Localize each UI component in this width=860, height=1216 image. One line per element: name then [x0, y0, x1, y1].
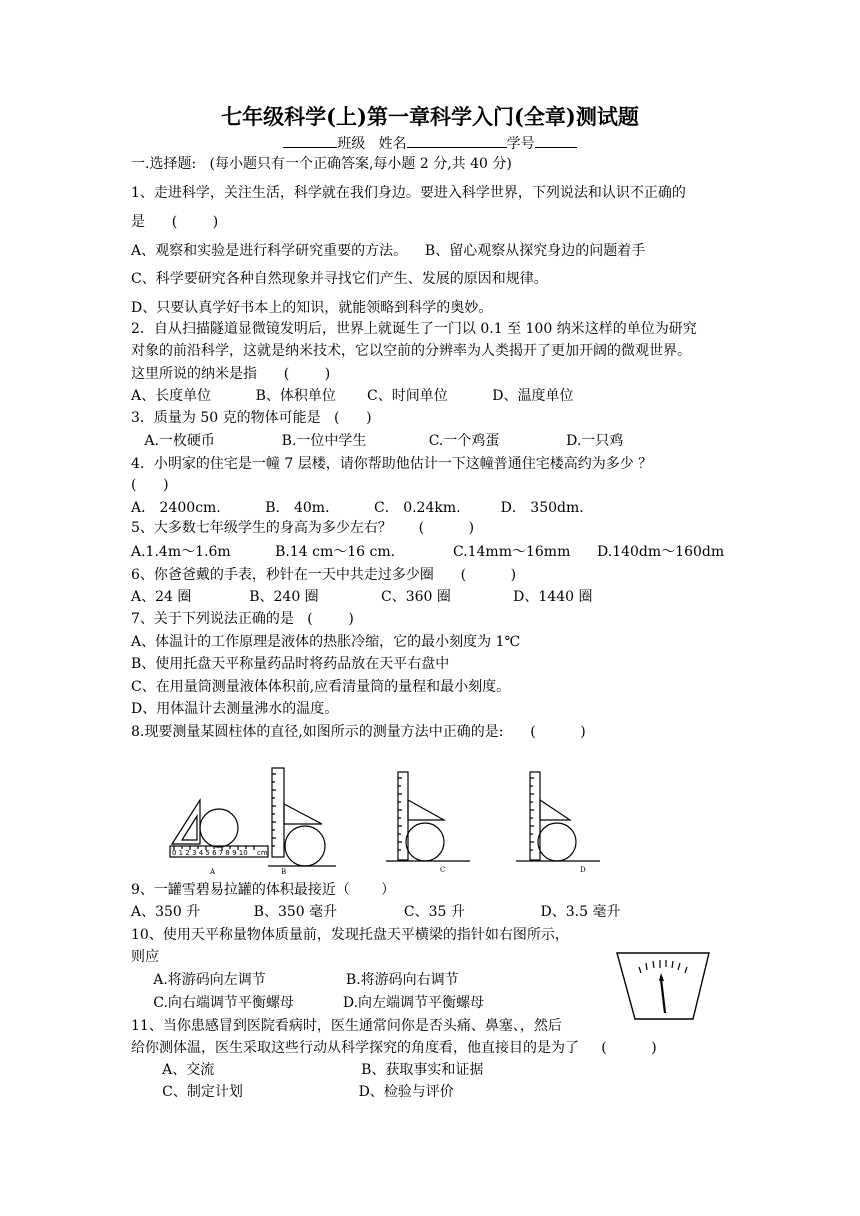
diagram-b — [268, 768, 336, 866]
question-8-stem: 8.现要测量某圆柱体的直径,如图所示的测量方法中正确的是: ( ) — [131, 724, 586, 740]
question-1-stem-cont: 是 ( ) — [131, 214, 219, 230]
question-10-stem: 10、使用天平称量物体质量前，发现托盘天平横梁的指针如右图所示， — [131, 927, 569, 943]
number-blank[interactable] — [535, 133, 577, 148]
fig-label-b: B — [281, 868, 287, 876]
question-1-option-c: C、科学要研究各种自然现象并寻找它们产生、发展的原因和规律。 — [131, 271, 548, 287]
question-11-stem: 11、当你患感冒到医院看病时，医生通常问你是否头痛、鼻塞、，然后 — [131, 1018, 562, 1034]
class-label: 班级 — [337, 136, 366, 152]
question-10-stem-cont: 则应 — [131, 949, 159, 965]
question-6-stem: 6、你爸爸戴的手表，秒针在一天中共走过多少圈 ( ) — [131, 567, 517, 583]
question-5-stem: 5、大多数七年级学生的身高为多少左右？ ( ) — [131, 520, 475, 536]
measurement-diagrams — [160, 760, 630, 880]
balance-pointer-figure — [613, 935, 713, 1025]
student-info — [0, 133, 860, 153]
question-2-options: A、长度单位 B、体积单位 C、时间单位 D、温度单位 — [131, 388, 574, 404]
question-5-options: A.1.4m～1.6m B.14 cm～16 cm. C.14mm～16mm D.140dm～160dm — [131, 544, 725, 560]
fig-label-c: C — [440, 866, 446, 874]
question-6-options: A、24 圈 B、240 圈 C、360 圈 D、1440 圈 — [131, 589, 593, 605]
ruler-digits-a: 0 1 2 3 4 5 6 7 8 9 10 — [172, 849, 248, 857]
question-4-stem: 4．小明家的住宅是一幢 7 层楼，请你帮助他估计一下这幢普通住宅楼高约为多少 ？ — [131, 456, 653, 472]
question-9-options: A、350 升 B、350 毫升 C、35 升 D、3.5 毫升 — [131, 904, 621, 920]
question-4-options: A． 2400cm. B． 40m. C． 0.24km. D． 350dm. — [131, 500, 584, 516]
question-11-options-cd: C、制定计划 D、检验与评价 — [131, 1084, 454, 1100]
diagram-c — [386, 772, 470, 861]
question-9-stem: 9、一罐雪碧易拉罐的体积最接近（ ） — [131, 882, 396, 898]
question-2-stem-cont: 对象的前沿科学，这就是纳米技术，它以空前的分辨率为人类揭开了更加开阔的微观世界。 — [131, 343, 691, 359]
question-1-option-d: D、只要认真学好书本上的知识，就能领略到科学的奥妙。 — [131, 300, 493, 316]
name-label: 姓名 — [378, 136, 407, 152]
section-heading: 一.选择题: (每小题只有一个正确答案,每小题 2 分,共 40 分) — [131, 156, 512, 172]
question-11-options-ab: A、交流 B、获取事实和证据 — [131, 1062, 484, 1078]
fig-label-a: A — [210, 868, 216, 876]
question-10-options-ab: A.将游码向左调节 B.将游码向右调节 — [131, 972, 459, 988]
diagram-d — [516, 772, 600, 861]
question-1-option-ab: A、观察和实验是进行科学研究重要的方法。 B、留心观察从探究身边的问题着手 — [131, 243, 646, 259]
question-7-option-b: B、使用托盘天平称量药品时将药品放在天平右盘中 — [131, 656, 450, 672]
question-2-stem-cont2: 这里所说的纳米是指 ( ) — [131, 366, 331, 382]
fig-label-d: D — [580, 866, 586, 874]
ruler-unit-a: cm — [257, 849, 268, 857]
class-blank[interactable] — [283, 133, 337, 148]
question-4-stem-cont: ( ) — [131, 477, 169, 493]
question-7-stem: 7、关于下列说法正确的是 ( ) — [131, 611, 354, 627]
question-3-options: A.一枚硬币 B.一位中学生 C.一个鸡蛋 D.一只鸡 — [131, 433, 624, 449]
question-7-option-c: C、在用量筒测量液体体积前,应看清量筒的量程和最小刻度。 — [131, 679, 511, 695]
name-blank[interactable] — [407, 133, 507, 148]
question-7-option-a: A、体温计的工作原理是液体的热胀冷缩，它的最小刻度为 1℃ — [131, 634, 521, 650]
page-title: 七年级科学(上)第一章科学入门(全章)测试题 — [221, 104, 639, 129]
question-3-stem: 3．质量为 50 克的物体可能是 ( ) — [131, 410, 372, 426]
number-label: 学号 — [506, 136, 535, 152]
balance-dial — [613, 935, 713, 1025]
question-2-stem: 2．自从扫描隧道显微镜发明后，世界上就诞生了一门以 0.1 至 100 纳米这样的单位为研究 — [131, 321, 697, 337]
question-8-figure — [160, 760, 630, 880]
question-7-option-d: D、用体温计去测量沸水的温度。 — [131, 701, 339, 717]
question-10-options-cd: C.向右端调节平衡螺母 D.向左端调节平衡螺母 — [131, 995, 485, 1011]
question-11-stem-cont: 给你测体温，医生采取这些行动从科学探究的角度看，他直接目的是为了 ( ) — [131, 1040, 657, 1056]
question-1-stem: 1、走进科学，关注生活，科学就在我们身边。要进入科学世界，下列说法和认识不正确的 — [131, 185, 686, 201]
